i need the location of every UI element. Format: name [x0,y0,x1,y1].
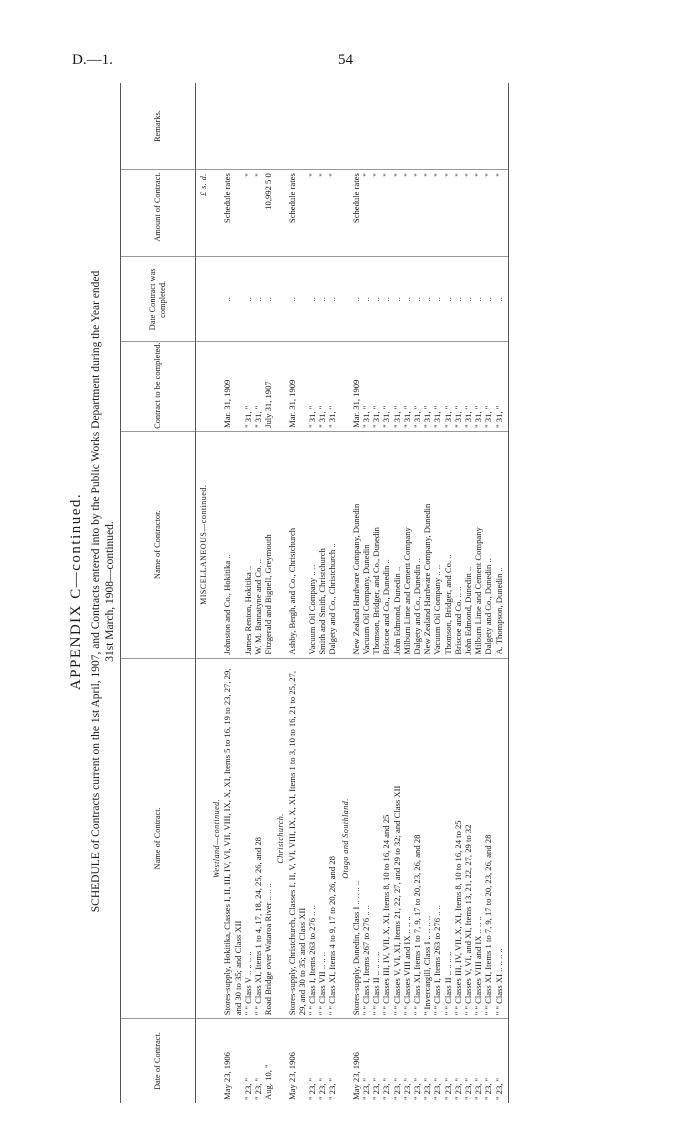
cell-completed: .. [422,257,432,342]
cell-contractor: Vacuum Oil Company, Dunedin [361,431,371,658]
cell-date: " 23, " [253,1077,264,1100]
cell-to-be-completed: " 31, " [473,342,483,432]
cell-completed: .. [361,257,371,342]
table-row [443,83,453,1103]
cell-amount: " [483,170,493,257]
cell-completed: .. [253,257,263,342]
cell-name: Road Bridge over Wataroa River .. .. .. [263,658,273,1019]
table-row [422,83,432,1103]
table-header-row [121,83,196,1103]
table-row [222,83,242,1103]
cell-date: " 23, " [463,1077,474,1100]
cell-name: " " Classes III, IV, VII, X, XI, Items 8, 10 to 16, 24 and 25 [381,658,391,1019]
table-row [361,83,371,1103]
cell-remarks [473,83,483,170]
cell-completed: .. [351,257,361,342]
cell-amount: " [402,170,412,257]
region-heading-empty-cell [209,431,222,658]
cell-to-be-completed: Mar. 31, 1909 [222,342,242,432]
table-row [483,83,493,1103]
cell-amount: " [392,170,402,257]
cell-contractor: Fitzgerald and Bignell, Greymouth [263,431,273,658]
cell-completed: .. [494,257,509,342]
cell-contractor: Vacuum Oil Company .. .. [307,431,317,658]
section-row [196,83,210,1103]
cell-contractor: John Edmond, Dunedin .. [392,431,402,658]
cell-remarks [222,83,242,170]
page-header-left: D.—1. [72,52,113,68]
schedule-title-line-1: SCHEDULE of Contracts current on the 1st April, 1907, and Contracts entered into by the Public Works Department during the Year ended [90,270,102,913]
cell-contractor: James Renton, Hokitika .. [243,431,253,658]
col-header-date: Date of Contract. [121,1019,196,1103]
cell-name: Stores-supply, Christchurch, Classes I, II, V, VI, VIII, IX, X, XI, Items 1 to 3, 10 to 16, 21 to 25, 27, 29, and 30 to 35; and Class XII [287,658,307,1019]
table-row [381,83,391,1103]
cell-remarks [327,83,337,170]
cell-amount: Schedule rates [287,170,307,257]
cell-completed: .. [432,257,442,342]
cell-remarks [351,83,361,170]
cell-remarks [443,83,453,170]
cell-date: " 23, " [422,1077,433,1100]
cell-to-be-completed: Mar. 31, 1909 [351,342,361,432]
cell-contractor: W. M. Bannatyne and Co. .. [253,431,263,658]
cell-to-be-completed: " 31, " [381,342,391,432]
cell-to-be-completed: " 31, " [422,342,432,432]
cell-to-be-completed: " 31, " [443,342,453,432]
table-row [494,83,509,1103]
cell-contractor: Ashby, Bergh, and Co., Christchurch [287,431,307,658]
col-header-to-be-completed: Contract to be completed. [121,342,196,432]
cell-completed: .. [317,257,327,342]
cell-remarks [432,83,442,170]
region-heading-empty-cell [209,1019,222,1103]
cell-amount: " [381,170,391,257]
cell-amount: " [307,170,317,257]
cell-name: Stores-supply, Dunedin, Class I .. .. .. .. [351,658,361,1019]
table-row [287,83,307,1103]
schedule-title-line-2: 31st March, 1908—continued. [104,521,116,662]
cell-date: May 23, 1906 [350,1052,361,1100]
cell-to-be-completed: " 31, " [317,342,327,432]
cell-name: " " Classes V, VI, XI, Items 21, 22, 27, and 29 to 32; and Class XII [392,658,402,1019]
cell-contractor: Briscoe and Co., Dunedin .. [381,431,391,658]
cell-amount: " [463,170,473,257]
cell-date: " 23, " [371,1077,382,1100]
cell-remarks [494,83,509,170]
page-number: 54 [338,52,353,68]
cell-remarks [317,83,327,170]
region-heading-empty-cell [273,1019,286,1103]
cell-name: " " Class XI, Items 4 to 9, 17 to 20, 26, and 28 [327,658,337,1019]
section-cell-done [196,257,210,342]
cell-remarks [422,83,432,170]
cell-to-be-completed: " 31, " [494,342,509,432]
cell-contractor: John Edmond, Dunedin .. [463,431,473,658]
cell-amount: " [412,170,422,257]
cell-amount: " [371,170,381,257]
cell-contractor: New Zealand Hardware Company, Dunedin [351,431,361,658]
cell-date: " 23, " [442,1077,453,1100]
cell-contractor: Vacuum Oil Company .. .. [432,431,442,658]
region-heading-row [209,83,222,1103]
rotated-page-area [58,74,638,1109]
cell-name: " " Class VII .. .. .. [317,658,327,1019]
cell-name: " " Class I, Items 263 to 276 .. .. [432,658,442,1019]
cell-completed: .. [392,257,402,342]
region-heading-row [273,83,286,1103]
cell-to-be-completed: July 31, 1907 [263,342,273,432]
cell-amount: " [494,170,509,257]
cell-remarks [287,83,307,170]
rotated-table-content [58,74,638,1109]
cell-date: Aug. 10, " [263,1064,274,1100]
cell-date: " 23, " [473,1077,484,1100]
cell-name: " " Class XI, Items 1 to 7, 9, 17 to 20, 23, 26, and 28 [483,658,493,1019]
section-cell-date [196,1019,210,1103]
cell-completed: .. [307,257,317,342]
cell-remarks [253,83,263,170]
cell-to-be-completed: " 31, " [412,342,422,432]
cell-contractor: Thomson, Bridger, and Co., Dunedin [371,431,381,658]
region-heading: Westland—continued. [209,658,222,1019]
cell-completed: .. [222,257,242,342]
cell-date: " 23, " [452,1077,463,1100]
cell-contractor: Johnston and Co., Hokitika .. [222,431,242,658]
cell-completed: .. [483,257,493,342]
table-row [402,83,412,1103]
cell-to-be-completed: " 31, " [463,342,473,432]
cell-amount: 10,992 5 0 [263,170,273,257]
cell-completed: .. [371,257,381,342]
cell-to-be-completed: " 31, " [327,342,337,432]
cell-name: " " Classes III, IV, VII, X, XI, Items 8, 10 to 16, 24 to 25 [453,658,463,1019]
cell-amount: Schedule rates [222,170,242,257]
cell-to-be-completed: " 31, " [371,342,381,432]
cell-completed: .. [453,257,463,342]
table-row [351,83,361,1103]
cell-remarks [412,83,422,170]
cell-date: " 23, " [412,1077,423,1100]
table-row [327,83,337,1103]
cell-remarks [402,83,412,170]
table-body [196,83,509,1103]
cell-date: " 23, " [242,1077,253,1100]
cell-date: " 23, " [391,1077,402,1100]
cell-date: May 23, 1906 [286,1052,297,1100]
region-heading-empty-cell [273,257,286,342]
table-row [392,83,402,1103]
cell-date: May 23, 1906 [222,1052,233,1100]
region-heading-empty-cell [273,431,286,658]
region-heading-empty-cell [209,83,222,170]
cell-amount: " [243,170,253,257]
cell-contractor: A. Thompson, Dunedin .. [494,431,509,658]
cell-amount: " [432,170,442,257]
cell-name: " " Class I, Items 267 to 276 .. .. [361,658,371,1019]
cell-completed: .. [473,257,483,342]
region-heading-empty-cell [338,83,351,170]
cell-completed: .. [243,257,253,342]
cell-date: " 23, " [401,1077,412,1100]
cell-remarks [463,83,473,170]
cell-date: " 23, " [381,1077,392,1100]
cell-amount: " [253,170,263,257]
section-title: MISCELLANEOUS—continued. [196,431,210,658]
cell-amount: Schedule rates [351,170,361,257]
cell-amount: " [473,170,483,257]
table-row [307,83,317,1103]
cell-contractor: Dalgety and Co., Dunedin .. [412,431,422,658]
cell-date: " 23, " [432,1077,443,1100]
section-cell-tobe [196,342,210,432]
region-heading-empty-cell [273,170,286,257]
cell-remarks [381,83,391,170]
cell-to-be-completed: Mar. 31, 1909 [287,342,307,432]
cell-contractor: Briscoe and Co. .. .. [453,431,463,658]
cell-amount: " [317,170,327,257]
cell-remarks [263,83,273,170]
cell-completed: .. [463,257,473,342]
cell-completed: .. [327,257,337,342]
cell-remarks [392,83,402,170]
cell-date: " 23, " [317,1077,328,1100]
cell-date: " 23, " [361,1077,372,1100]
table-row [263,83,273,1103]
cell-date: " 23, " [307,1077,318,1100]
region-heading-empty-cell [338,431,351,658]
appendix-title: APPENDIX C—continued. [68,492,84,691]
table-row [453,83,463,1103]
cell-to-be-completed: " 31, " [392,342,402,432]
region-heading-empty-cell [209,342,222,432]
col-header-amount: Amount of Contract. [121,170,196,257]
cell-name: " " Class II .. .. .. .. [443,658,453,1019]
cell-name: Stores-supply, Hokitika, Classes I, II, III, IV, VI, VII, VIII, IX, X, XI, Items 5 to 16, 19 to 23, 27, 29, and 30 to 35; and Class XII [222,658,242,1019]
col-header-remarks: Remarks. [121,83,196,170]
table-row [432,83,442,1103]
cell-contractor: Dalgety and Co., Dunedin .. [483,431,493,658]
region-heading-empty-cell [338,342,351,432]
cell-contractor: Milburn Lime and Cement Company [402,431,412,658]
cell-remarks [243,83,253,170]
cell-name: " " Classes VIII and IX .. .. .. [402,658,412,1019]
cell-to-be-completed: " 31, " [402,342,412,432]
cell-amount: " [453,170,463,257]
cell-name: " " Class II .. .. .. .. [371,658,381,1019]
amount-units: £ s. d. [196,170,210,257]
cell-contractor: Thomson, Bridger, and Co. .. [443,431,453,658]
region-heading-empty-cell [209,257,222,342]
cell-name: " " Classes VIII and IX .. .. .. [473,658,483,1019]
cell-amount: " [327,170,337,257]
cell-contractor: New Zealand Hardware Company, Dunedin [422,431,432,658]
cell-completed: .. [287,257,307,342]
contracts-table [120,83,509,1103]
region-heading-empty-cell [338,257,351,342]
cell-to-be-completed: " 31, " [307,342,317,432]
table-row [371,83,381,1103]
region-heading: Christchurch. [273,658,286,1019]
cell-to-be-completed: " 31, " [243,342,253,432]
cell-amount: " [422,170,432,257]
table-row [473,83,483,1103]
cell-date: " 23, " [483,1077,494,1100]
cell-remarks [307,83,317,170]
cell-name: " " Classes V, VI, and XI, Items 13, 21, 22, 27, 29 to 32 [463,658,473,1019]
cell-name: " " Class XI .. .. .. .. [494,658,509,1019]
cell-completed: .. [381,257,391,342]
col-header-name: Name of Contract. [121,658,196,1019]
cell-remarks [453,83,463,170]
cell-to-be-completed: " 31, " [432,342,442,432]
table-row [243,83,253,1103]
cell-amount: " [361,170,371,257]
cell-contractor: Milburn Lime and Cement Company [473,431,483,658]
cell-completed: .. [412,257,422,342]
cell-date: " 23, " [327,1077,338,1100]
table-row [412,83,422,1103]
cell-name: " " Class V .. .. .. .. [243,658,253,1019]
schedule-title [89,74,117,1109]
section-cell-remarks [196,83,210,170]
cell-completed: .. [402,257,412,342]
cell-to-be-completed: " 31, " [453,342,463,432]
table-row [463,83,473,1103]
col-header-contractor: Name of Contractor. [121,431,196,658]
section-cell-name [196,658,210,1019]
region-heading-empty-cell [338,1019,351,1103]
cell-completed: .. [443,257,453,342]
region-heading-empty-cell [273,83,286,170]
cell-contractor: Dalgety and Co., Christchurch .. [327,431,337,658]
region-heading: Otago and Southland. [338,658,351,1019]
col-header-completed: Date Contract was completed. [121,257,196,342]
cell-name: " " Class I, Items 263 to 276 .. .. [307,658,317,1019]
region-heading-empty-cell [338,170,351,257]
region-heading-empty-cell [209,170,222,257]
cell-remarks [483,83,493,170]
cell-remarks [361,83,371,170]
cell-completed: .. [263,257,273,342]
cell-to-be-completed: " 31, " [483,342,493,432]
region-heading-empty-cell [273,342,286,432]
cell-name: " " Class XI, Items 1 to 7, 9, 17 to 20, 23, 26, and 28 [412,658,422,1019]
cell-to-be-completed: " 31, " [253,342,263,432]
cell-name: " Invercargill, Class I .. .. .. .. [422,658,432,1019]
cell-contractor: Smith and Smith, Christchurch [317,431,327,658]
cell-amount: " [443,170,453,257]
table-row [317,83,327,1103]
cell-date: " 23, " [494,1019,509,1103]
cell-remarks [371,83,381,170]
region-heading-row [338,83,351,1103]
cell-to-be-completed: " 31, " [361,342,371,432]
table-row [253,83,263,1103]
cell-name: " " Class XI, Items 1 to 4, 17, 18, 24, 25, 26, and 28 [253,658,263,1019]
